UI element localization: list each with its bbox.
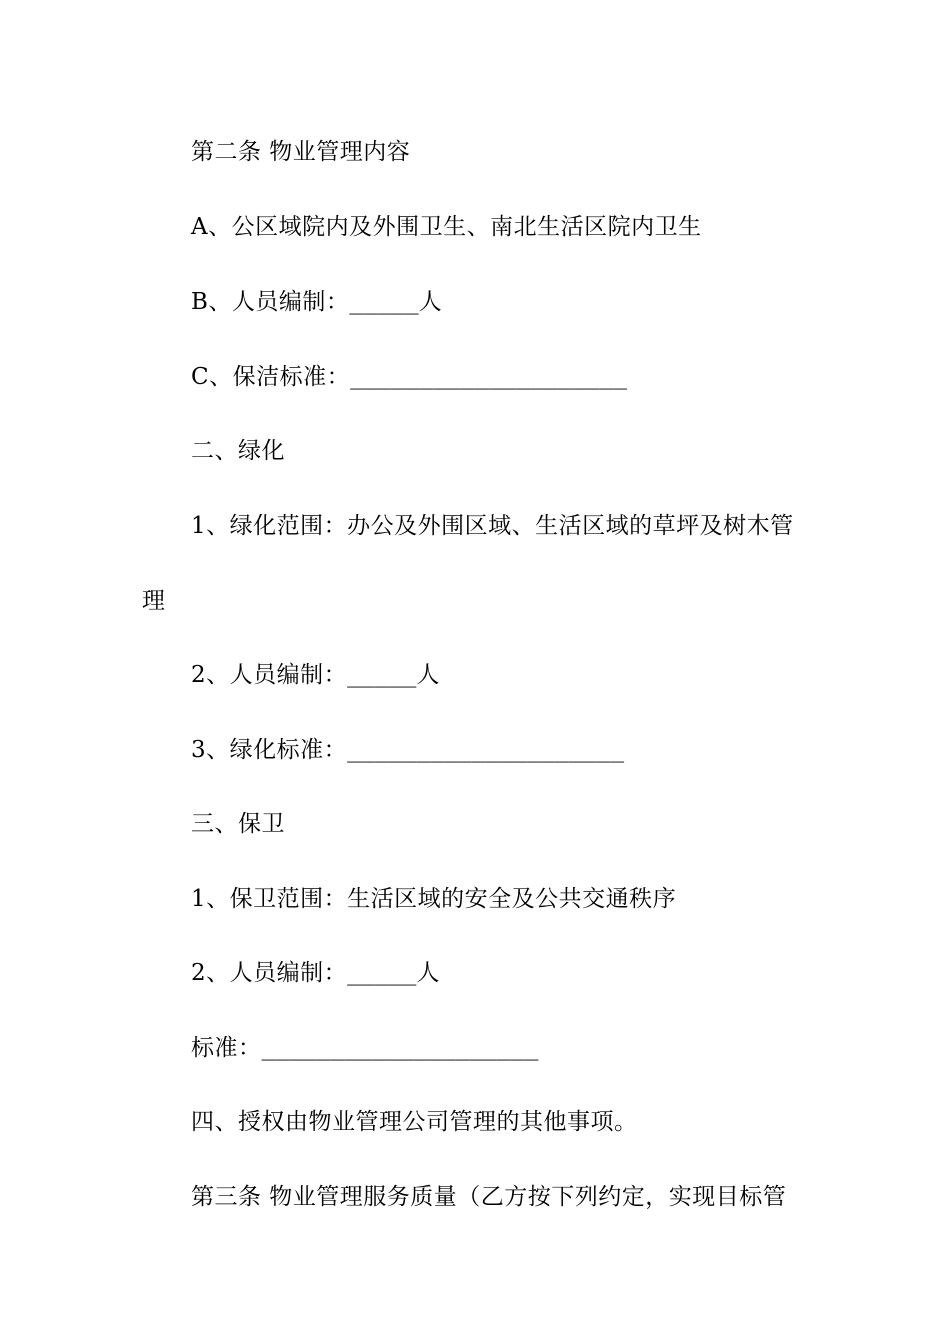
section-4-other-matters (0, 1107, 950, 1137)
section-2-greening-heading (0, 436, 950, 466)
line-text: 1、绿化范围：办公及外围区域、生活区域的草坪及树木管 (191, 513, 794, 539)
line-text: 1、保卫范围：生活区域的安全及公共交通秩序 (191, 886, 677, 912)
security-staffing (0, 958, 950, 988)
line-prefix: 2、人员编制： (191, 960, 348, 986)
line-text: 理 (142, 588, 166, 614)
line-text: A、公区域院内及外围卫生、南北生活区院内卫生 (191, 214, 702, 240)
item-c-cleaning-standard (0, 362, 950, 392)
line-prefix: 3、绿化标准： (191, 737, 348, 763)
article-3-heading (0, 1182, 950, 1212)
fill-in-blank: ____________________ (261, 1035, 539, 1061)
line-text: 第三条 物业管理服务质量（乙方按下列约定，实现目标管 (191, 1184, 787, 1210)
greening-staffing (0, 660, 950, 690)
item-b-staffing (0, 287, 950, 317)
line-text: 第二条 物业管理内容 (191, 139, 411, 165)
line-text: 二、绿化 (191, 438, 285, 464)
fill-in-blank: _____ (347, 960, 417, 986)
section-3-security-heading (0, 809, 950, 839)
greening-scope (0, 511, 950, 541)
line-text: 四、授权由物业管理公司管理的其他事项。 (191, 1109, 638, 1135)
fill-in-blank: ____________________ (347, 737, 625, 763)
line-prefix: B、人员编制： (191, 289, 350, 315)
security-standard (0, 1033, 950, 1063)
article-2-heading (0, 137, 950, 167)
fill-in-blank: _____ (347, 662, 417, 688)
greening-scope-continued (0, 586, 950, 616)
fill-in-blank: ____________________ (350, 364, 628, 390)
line-prefix: C、保洁标准： (191, 364, 351, 390)
security-scope (0, 884, 950, 914)
line-prefix: 2、人员编制： (191, 662, 348, 688)
line-suffix: 人 (416, 960, 440, 986)
item-a-cleaning-scope (0, 212, 950, 242)
line-suffix: 人 (416, 662, 440, 688)
line-text: 三、保卫 (191, 811, 285, 837)
line-prefix: 标准： (191, 1035, 262, 1061)
greening-standard (0, 735, 950, 765)
fill-in-blank: _____ (349, 289, 419, 315)
line-suffix: 人 (418, 289, 443, 315)
